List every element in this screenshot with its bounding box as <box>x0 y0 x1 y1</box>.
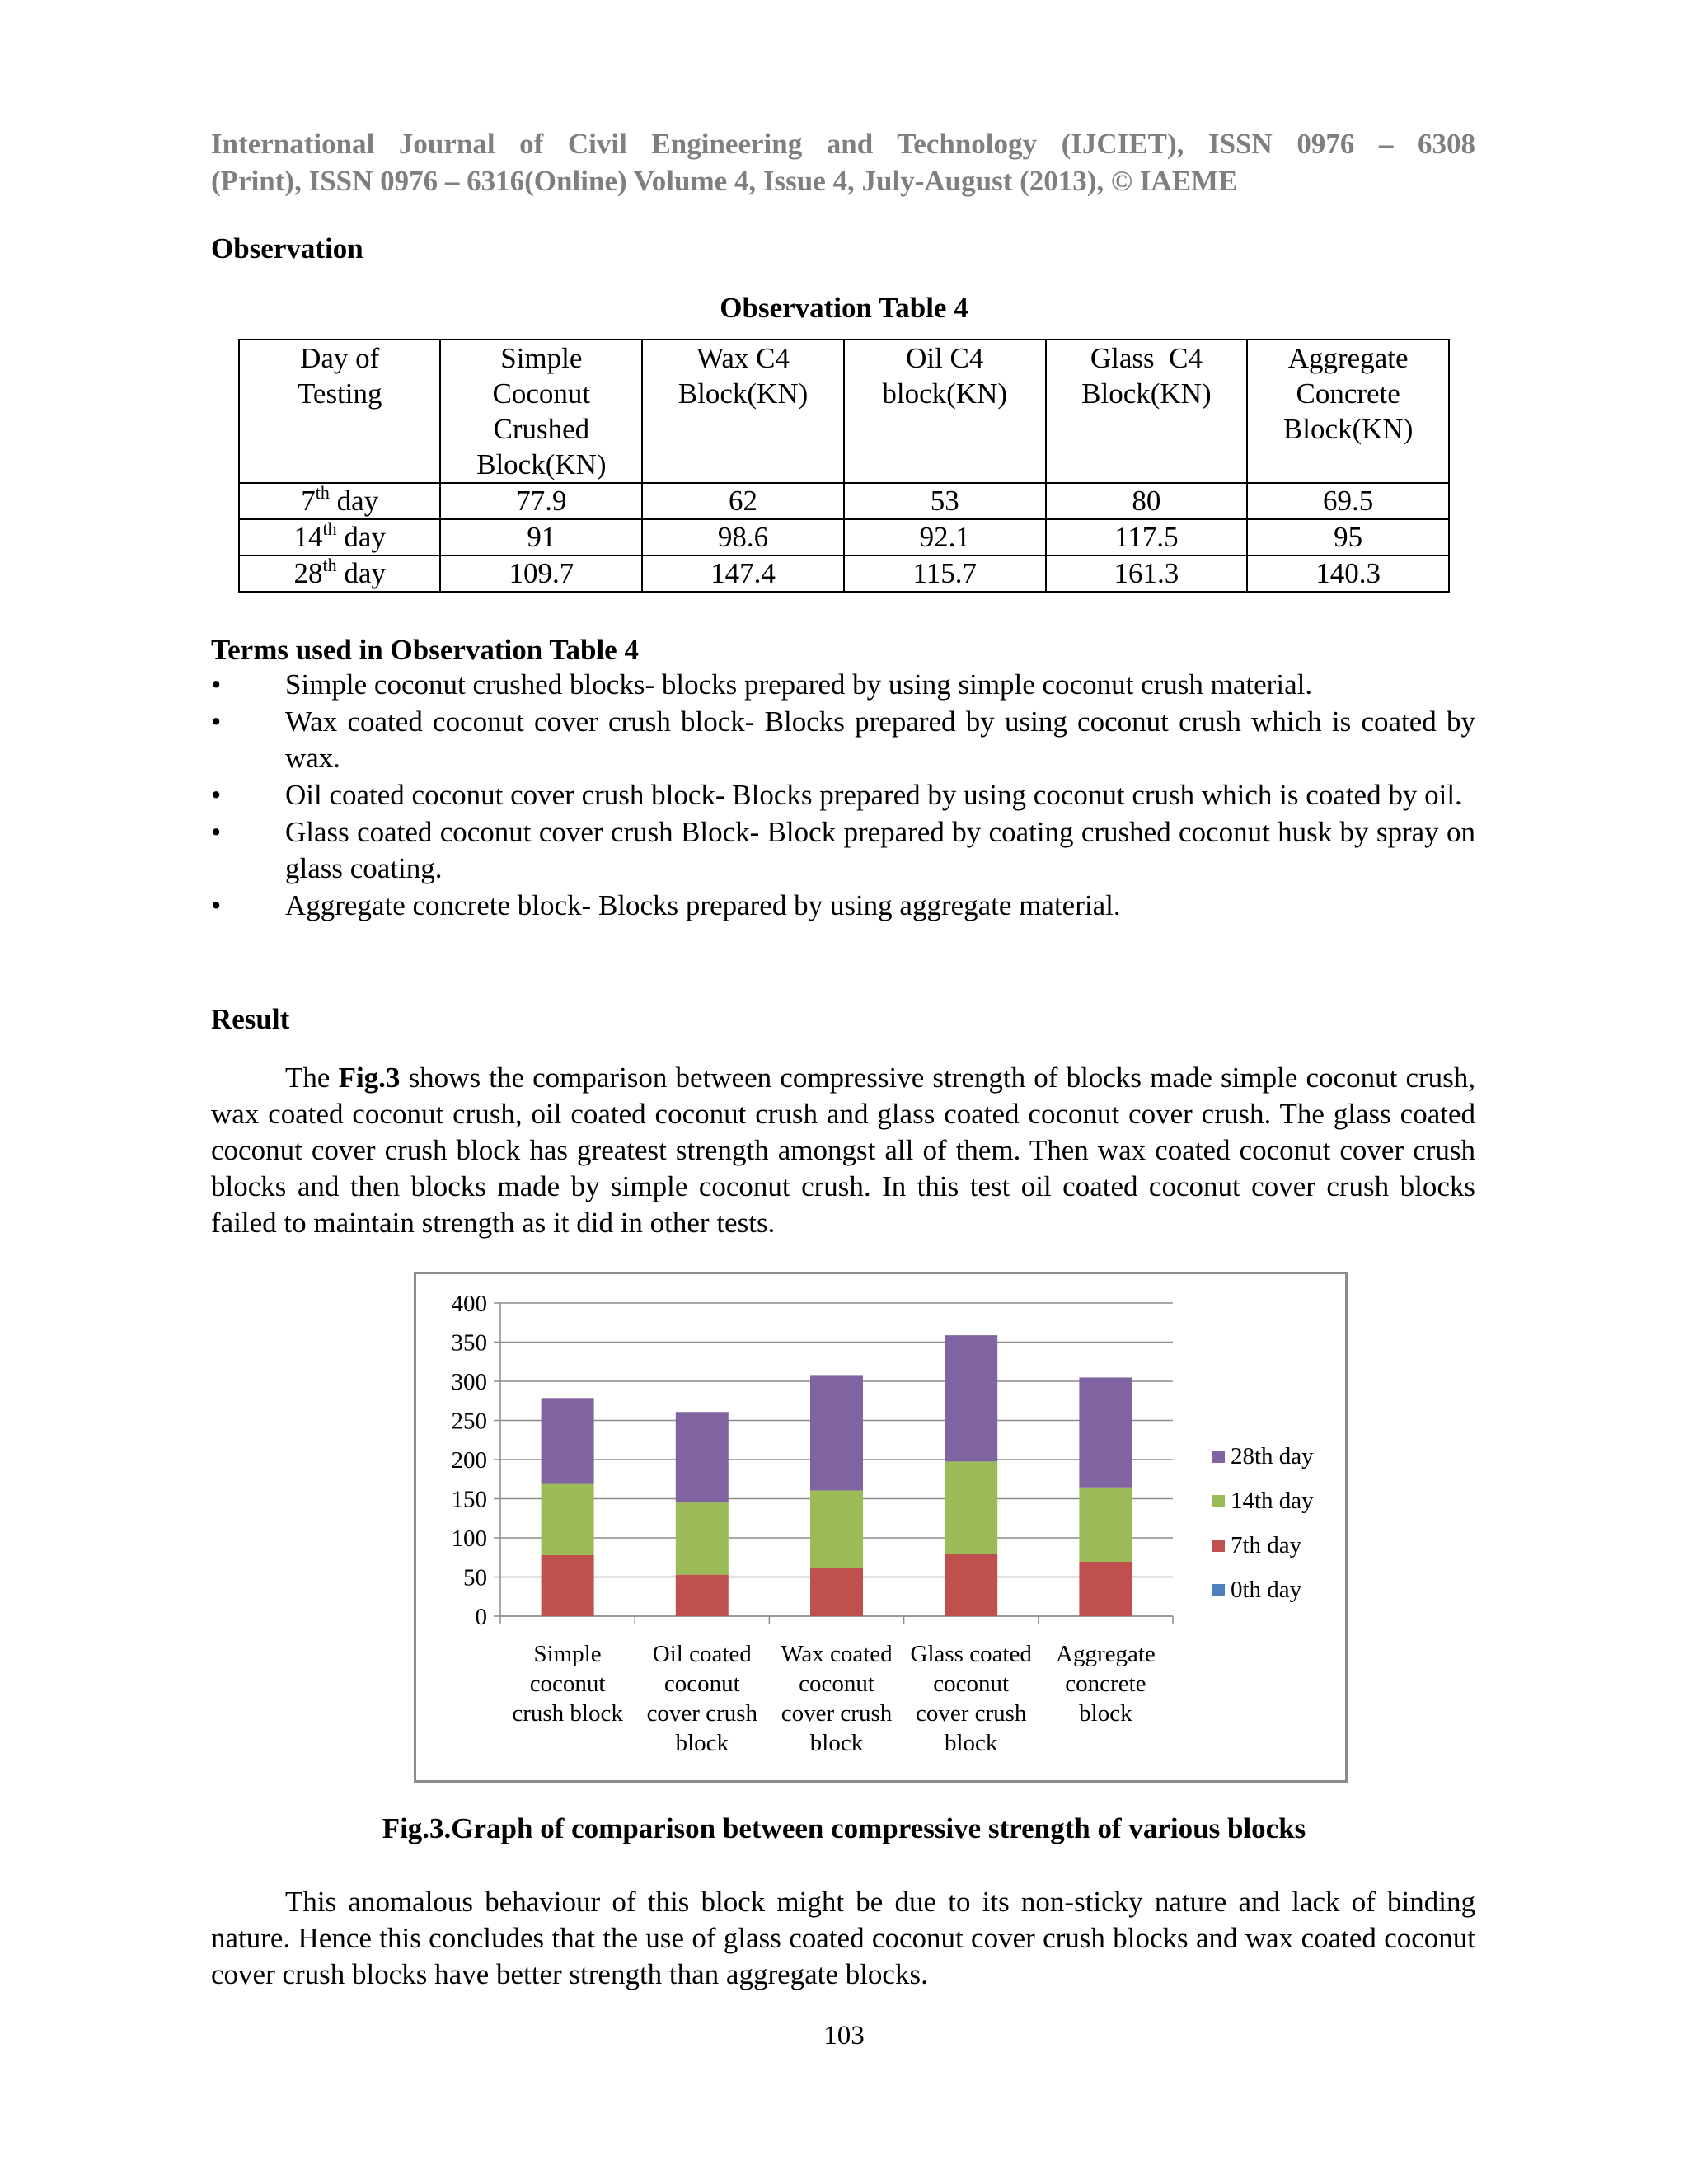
list-item: • Aggregate concrete block- Blocks prepared by using aggregate material. <box>211 888 1475 924</box>
bar-segment <box>676 1575 729 1616</box>
list-item: • Simple coconut crushed blocks- blocks prepared by using simple coconut crush material. <box>211 667 1475 703</box>
bar-segment <box>945 1335 997 1461</box>
bar-segment <box>810 1490 863 1568</box>
x-category-label-line: block <box>809 1730 864 1756</box>
cell-glass: 161.3 <box>1046 555 1248 592</box>
x-category-label-line: Oil coated <box>652 1641 752 1667</box>
x-category-label-line: Wax coated <box>781 1641 893 1667</box>
cell-aggregate: 140.3 <box>1247 555 1449 592</box>
table-title: Observation Table 4 <box>720 292 968 324</box>
cell-glass: 80 <box>1046 483 1248 519</box>
table-header-row <box>239 340 1449 483</box>
table-row <box>239 519 1449 555</box>
header-line-1: International Journal of Civil Engineering and Technology (IJCIET), ISSN 0976 – 6308 <box>211 128 1475 160</box>
x-category-label <box>647 1641 758 1756</box>
bar-segment <box>1079 1562 1132 1616</box>
list-item: • Oil coated coconut cover crush block- Blocks prepared by using coconut crush which is coated by oil. <box>211 777 1475 813</box>
x-category-label-line: Aggregate <box>1056 1641 1156 1667</box>
bar-segment <box>542 1555 594 1616</box>
legend-label: 0th day <box>1231 1577 1302 1603</box>
x-category-label-line: coconut <box>529 1671 606 1697</box>
header-wax: Wax C4 Block(KN) <box>642 340 844 483</box>
terms-heading: Terms used in Observation Table 4 <box>211 634 639 666</box>
bullet-icon: • <box>211 668 222 701</box>
x-category-label-line: crush block <box>512 1700 623 1727</box>
cell-aggregate: 95 <box>1247 519 1449 555</box>
x-category-label-line: block <box>1079 1700 1132 1727</box>
bar-segment <box>1079 1488 1132 1562</box>
conclusion-paragraph: This anomalous behaviour of this block might be due to its non-sticky nature and lack of binding nature. Hence this concludes that the use of glass coated coconut cover crush blocks and wax coated coconut cover crush blocks have better strength than aggregate blocks. <box>211 1886 1475 1990</box>
page-number: 103 <box>823 2021 865 2050</box>
table-row <box>239 483 1449 519</box>
x-category-label-line: Simple <box>533 1641 602 1667</box>
result-paragraph: The Fig.3 shows the comparison between compressive strength of blocks made simple coconut crush, wax coated coconut crush, oil coated coconut crush and glass coated coconut cover crush. The glass coated coconut cover crush block has greatest strength amongst all of them. Then wax coated coconut cover crush blocks and then blocks made by simple coconut crush. In this test oil coated coconut cover crush blocks failed to maintain strength as it did in other tests. <box>211 1062 1475 1239</box>
cell-day: 28th day <box>239 555 440 592</box>
list-item: • Glass coated coconut cover crush Block- Block prepared by coating crushed coconut husk by spray on glass coating. <box>211 816 1475 884</box>
x-category-label-line: Glass coated <box>910 1641 1032 1667</box>
header-day: Day of Testing <box>239 340 440 483</box>
bar-segment <box>945 1554 997 1616</box>
observation-table <box>238 339 1450 593</box>
legend-swatch <box>1212 1540 1225 1552</box>
x-category-label-line: cover crush <box>915 1700 1027 1727</box>
y-tick-label: 200 <box>451 1447 487 1474</box>
cell-wax: 62 <box>642 483 844 519</box>
bar-segment <box>810 1568 863 1616</box>
cell-day: 14th day <box>239 519 440 555</box>
result-heading: Result <box>211 1003 290 1035</box>
chart-svg <box>416 1274 1345 1780</box>
cell-glass: 117.5 <box>1046 519 1248 555</box>
legend-swatch <box>1212 1584 1225 1596</box>
header-oil: Oil C4 block(KN) <box>844 340 1046 483</box>
bullet-icon: • <box>211 705 222 738</box>
cell-simple: 109.7 <box>440 555 642 592</box>
figure-caption: Fig.3.Graph of comparison between compressive strength of various blocks <box>382 1812 1306 1844</box>
x-category-label-line: coconut <box>799 1671 874 1697</box>
x-category-label-line: block <box>944 1730 998 1756</box>
y-tick-label: 150 <box>451 1486 487 1513</box>
y-tick-label: 400 <box>451 1291 487 1317</box>
journal-header <box>211 125 1475 199</box>
x-category-label <box>781 1641 893 1756</box>
bar-segment <box>542 1484 594 1555</box>
bar-segment <box>1079 1377 1132 1487</box>
cell-simple: 77.9 <box>440 483 642 519</box>
bullet-icon: • <box>211 889 222 921</box>
x-category-label-line: block <box>675 1730 729 1756</box>
x-category-label-line: cover crush <box>781 1700 893 1727</box>
bar-segment <box>810 1375 863 1490</box>
bar-segment <box>676 1412 729 1502</box>
y-tick-label: 0 <box>475 1604 487 1630</box>
x-category-label-line: concrete <box>1065 1671 1146 1697</box>
x-category-label-line: coconut <box>663 1671 740 1697</box>
y-tick-label: 250 <box>451 1408 487 1435</box>
legend-swatch <box>1212 1451 1225 1463</box>
y-tick-label: 300 <box>451 1369 487 1395</box>
cell-oil: 92.1 <box>844 519 1046 555</box>
stacked-bar-chart <box>414 1272 1348 1783</box>
cell-oil: 53 <box>844 483 1046 519</box>
legend-label: 28th day <box>1231 1443 1314 1469</box>
bullet-icon: • <box>211 779 222 811</box>
cell-wax: 98.6 <box>642 519 844 555</box>
bar-segment <box>542 1398 594 1483</box>
cell-aggregate: 69.5 <box>1247 483 1449 519</box>
table-row <box>239 555 1449 592</box>
bar-segment <box>945 1461 997 1554</box>
legend-swatch <box>1212 1495 1225 1507</box>
cell-wax: 147.4 <box>642 555 844 592</box>
y-tick-label: 350 <box>451 1329 487 1357</box>
x-category-label <box>1056 1641 1156 1727</box>
bullet-icon: • <box>211 816 222 848</box>
header-aggregate: Aggregate Concrete Block(KN) <box>1247 340 1449 483</box>
y-tick-label: 50 <box>463 1564 487 1591</box>
cell-day: 7th day <box>239 483 440 519</box>
legend-label: 14th day <box>1231 1488 1314 1514</box>
bar-segment <box>676 1502 729 1574</box>
x-category-label <box>512 1641 623 1727</box>
terms-list <box>211 667 1475 925</box>
x-category-label-line: coconut <box>933 1671 1010 1697</box>
y-tick-label: 100 <box>451 1526 487 1552</box>
cell-oil: 115.7 <box>844 555 1046 592</box>
header-line-2: (Print), ISSN 0976 – 6316(Online) Volume 4, Issue 4, July-August (2013), © IAEME <box>211 165 1238 197</box>
observation-heading: Observation <box>211 232 363 265</box>
list-item: • Wax coated coconut cover crush block- Blocks prepared by using coconut crush which is coated by wax. <box>211 705 1475 774</box>
cell-simple: 91 <box>440 519 642 555</box>
header-simple: Simple Coconut Crushed Block(KN) <box>440 340 642 483</box>
legend-label: 7th day <box>1231 1532 1302 1558</box>
x-category-label-line: cover crush <box>646 1700 758 1727</box>
x-category-label <box>911 1641 1033 1756</box>
header-glass: Glass C4 Block(KN) <box>1046 340 1248 483</box>
